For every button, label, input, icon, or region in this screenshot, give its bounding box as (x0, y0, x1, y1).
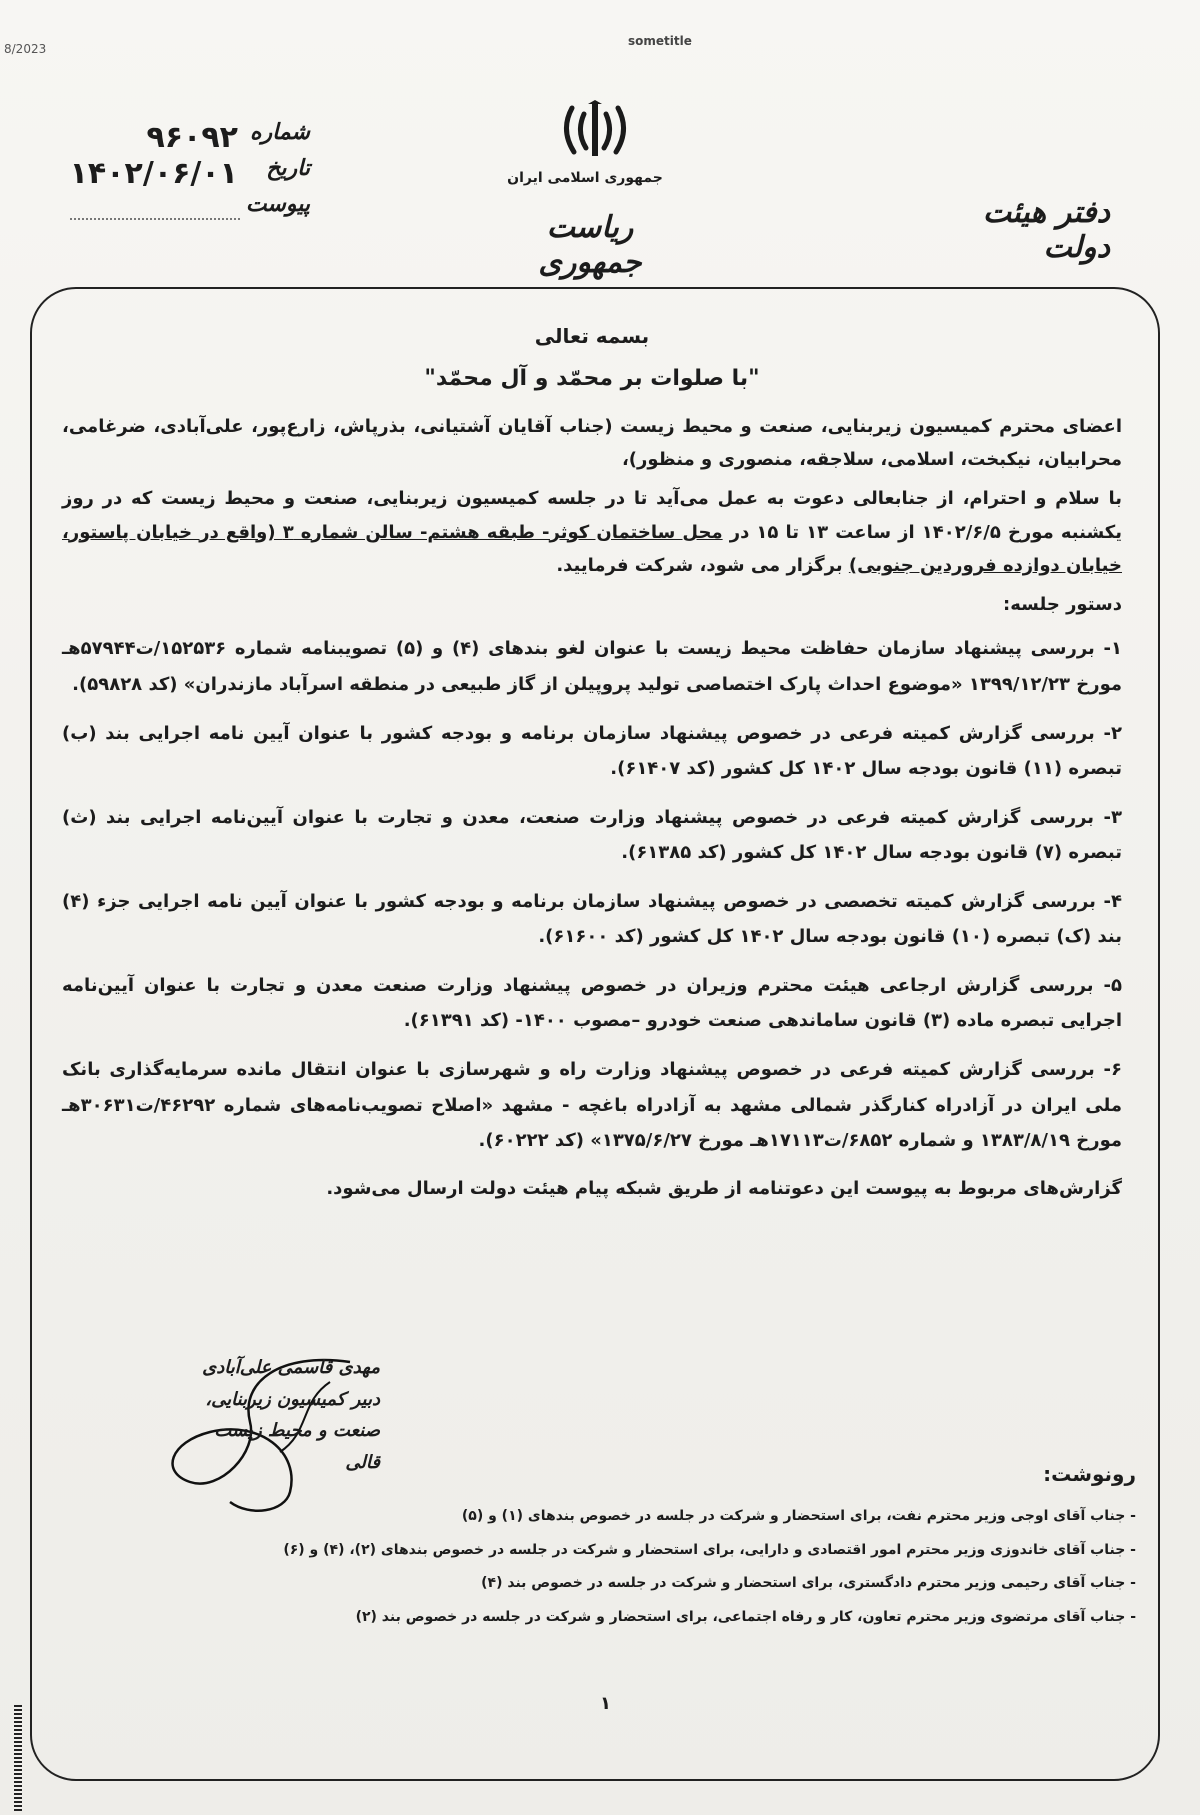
signer-title-2: صنعت و محیط زیست (214, 1420, 380, 1441)
carbon-copy (270, 1450, 1136, 1634)
closing-note: گزارش‌های مربوط به پیوست این دعوتنامه از طریق شبکه پیام هیئت دولت ارسال می‌شود. (326, 1177, 1122, 1199)
letter-body (62, 318, 1122, 1211)
signer-name: مهدی قاسمی علی‌آبادی (202, 1357, 380, 1378)
cc-line: - جناب آقای مرتضوی وزیر محترم تعاون، کار و رفاه اجتماعی، برای استحضار و شرکت در جلسه در خصوص بند (۲) (355, 1608, 1136, 1625)
addressee: اعضای محترم کمیسیون زیربنایی، صنعت و محیط زیست (جناب آقایان آشتیانی، بذرپاش، زارع‌پور، علی‌آبادی، ضرغامی، محرابیان، نیکبخت، اسلامی، سلاجقه، منصوری و منظور)، (62, 415, 1122, 470)
letter-number: ۹۶۰۹۲ (146, 120, 238, 155)
bismillah: بسمه تعالی (534, 324, 650, 348)
iran-emblem-icon (558, 100, 632, 162)
meeting-location: محل ساختمان کوثر- طبقه هشتم- سالن شماره ۳ (واقع در خیابان پاستور، خیابان دوازده فروردین جنوبی) (62, 521, 1122, 576)
signer-title-1: دبیر کمیسیون زیربنایی، (205, 1388, 380, 1410)
cc-line: - جناب آقای اوجی وزیر محترم نفت، برای استحضار و شرکت در جلسه در خصوص بندهای (۱) و (۵) (461, 1508, 1136, 1524)
attachment-label: پیوست (245, 192, 310, 217)
presidency-name: ریاست جمهوری (538, 210, 642, 280)
number-row (30, 120, 310, 154)
attachment-row (30, 192, 310, 226)
attachment-blank (70, 218, 240, 220)
cabinet-office-name: دفتر هیئت دولت (982, 195, 1110, 265)
agenda-item: ۵- بررسی گزارش ارجاعی هیئت محترم وزیران در خصوص پیشنهاد وزارت صنعت معدن و تجارت با عنوان آیین‌نامه اجرایی تبصره ماده (۳) قانون ساماندهی صنعت خودرو –مصوب ۱۴۰۰- (کد ۶۱۳۹۱). (62, 975, 1122, 1032)
agenda-item: ۲- بررسی گزارش کمیته فرعی در خصوص پیشنهاد سازمان برنامه و بودجه کشور با عنوان آیین نامه اجرایی بند (ب) تبصره (۱۱) قانون بودجه سال ۱۴۰۲ کل کشور (کد ۶۱۴۰۷). (62, 722, 1122, 779)
print-title: sometitle (628, 34, 692, 48)
date-label: تاریخ (266, 156, 310, 181)
cc-line: - جناب آقای خاندوزی وزیر محترم امور اقتصادی و دارایی، برای استحضار و شرکت در جلسه در خصوص بندهای (۲)، (۴) و (۶) (283, 1541, 1136, 1558)
greeting-part-a: با سلام و احترام، از جنابعالی دعوت به عمل می‌آید تا در جلسه کمیسیون زیربنایی، صنعت و محیط زیست که در روز یکشنبه مورخ ۱۴۰۲/۶/۵ از ساعت ۱۳ تا ۱۵ در (62, 488, 1122, 543)
republic-name: جمهوری اسلامی ایران (507, 170, 663, 186)
cc-title: رونوشت: (1043, 1462, 1136, 1486)
salawat: "با صلوات بر محمّد و آل محمّد" (424, 366, 760, 391)
agenda-item: ۴- بررسی گزارش کمیته تخصصی در خصوص پیشنهاد سازمان برنامه و بودجه کشور با عنوان آیین نامه اجرایی جزء (۴) بند (ک) تبصره (۱۰) قانون بودجه سال ۱۴۰۲ کل کشور (کد ۶۱۶۰۰). (62, 891, 1122, 948)
margin-barcode (14, 1705, 22, 1811)
letter-date: ۱۴۰۲/۰۶/۰۱ (69, 156, 238, 191)
signer-note: قالی (345, 1451, 380, 1473)
cc-line: - جناب آقای رحیمی وزیر محترم دادگستری، برای استحضار و شرکت در جلسه در خصوص بند (۴) (481, 1575, 1136, 1592)
greeting-paragraph (62, 482, 1122, 582)
number-label: شماره (249, 120, 310, 145)
agenda-item: ۶- بررسی گزارش کمیته فرعی در خصوص پیشنهاد وزارت راه و شهرسازی با عنوان انتقال مانده سرمایه‌گذاری بانک ملی ایران در آزادراه کنارگذر شمالی مشهد به آزادراه باغچه - مشهد «اصلاح تصویب‌نامه‌های شماره ۴۶۲۹۲/ت۳۰۶۳۱هـ مورخ ۱۳۸۳/۸/۱۹ و شماره ۶۸۵۲/ت۱۷۱۱۳هـ مورخ ۱۳۷۵/۶/۲۷» (کد ۶۰۲۲۲). (62, 1059, 1122, 1151)
page-number: ۱ (600, 1693, 611, 1714)
print-date: 8/2023 (4, 42, 47, 56)
date-row (30, 156, 310, 190)
agenda-item: ۱- بررسی پیشنهاد سازمان حفاظت محیط زیست با عنوان لغو بندهای (۴) و (۵) تصویبنامه شماره ۱۵۲۵۳۶/ت۵۷۹۴۴هـ مورخ ۱۳۹۹/۱۲/۲۳ «موضوع احداث پارک اختصاصی تولید پروپیلن از گاز طبیعی در منطقه اسرآباد مازندران» (کد ۵۹۸۲۸). (62, 638, 1122, 695)
greeting-part-b: برگزار می شود، شرکت فرمایید. (556, 554, 849, 576)
agenda-title: دستور جلسه: (1003, 594, 1122, 616)
agenda-item: ۳- بررسی گزارش کمیته فرعی در خصوص پیشنهاد وزارت صنعت، معدن و تجارت با عنوان آیین‌نامه اجرایی بند (ث) تبصره (۷) قانون بودجه سال ۱۴۰۲ کل کشور (کد ۶۱۳۸۵). (62, 806, 1122, 863)
